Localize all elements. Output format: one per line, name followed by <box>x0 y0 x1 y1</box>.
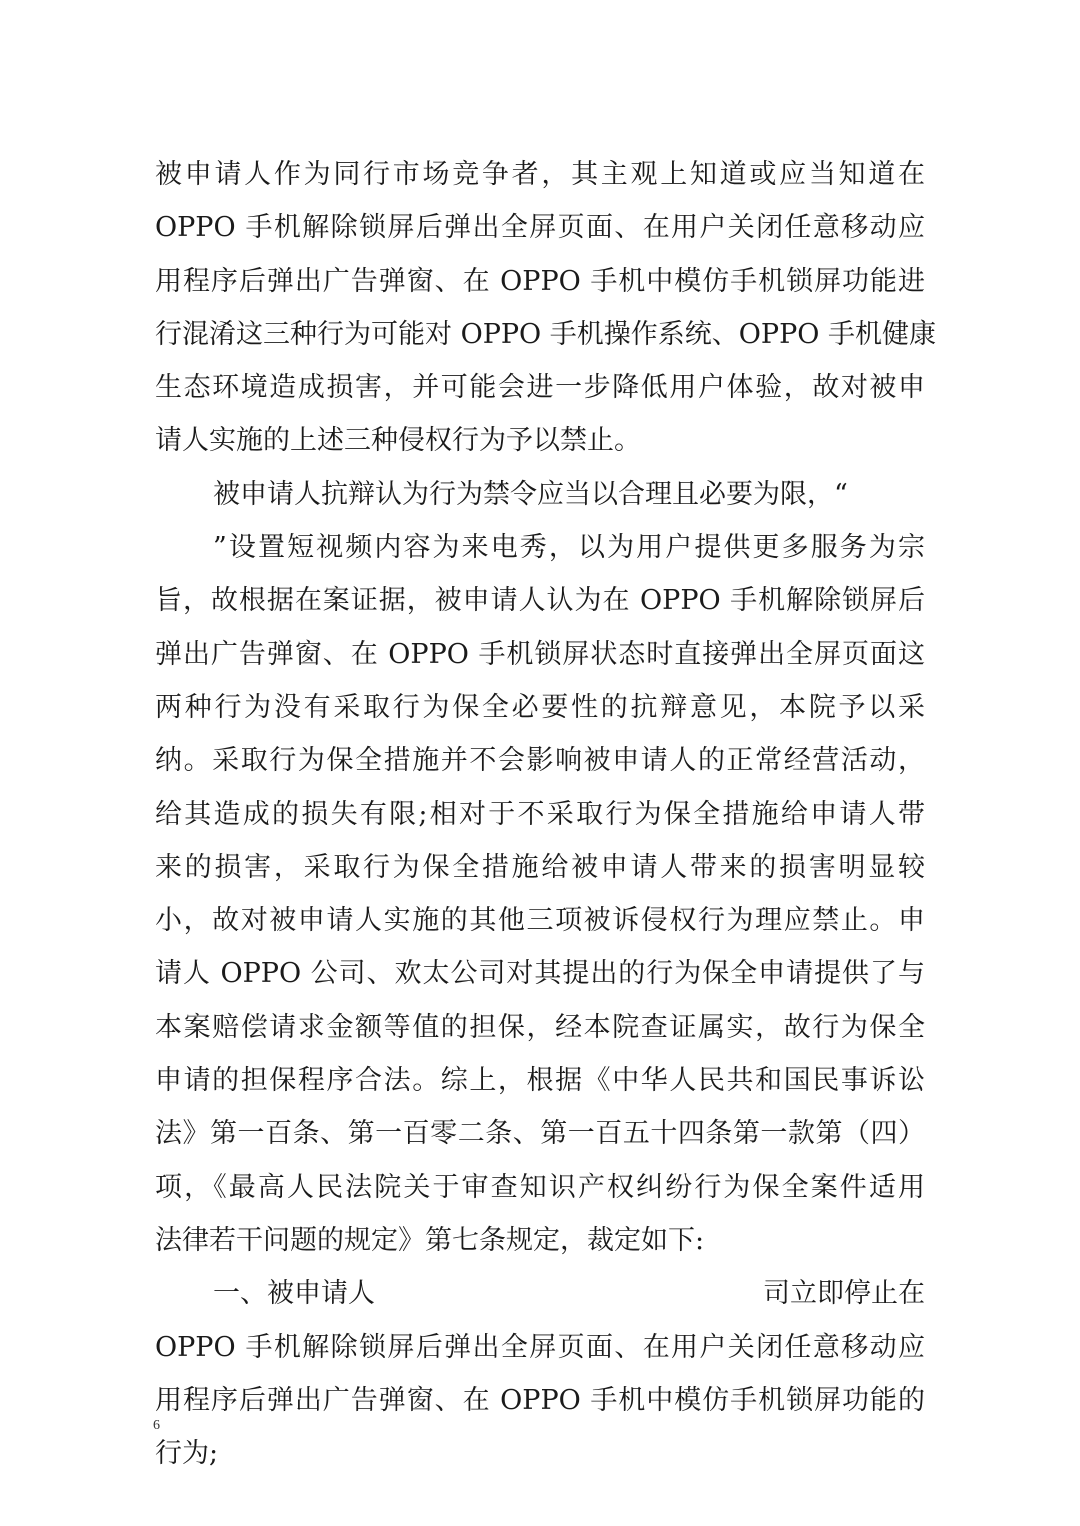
text-line: 项，《最高人民法院关于审查知识产权纠纷行为保全案件适用 <box>155 1171 925 1203</box>
ruling-heading-right: 司立即停止在 <box>763 1278 925 1310</box>
text-line: 来的损害，采取行为保全措施给被申请人带来的损害明显较 <box>155 851 925 883</box>
text-line: OPPO 手机解除锁屏后弹出全屏页面、在用户关闭任意移动应 <box>155 1331 925 1363</box>
text-line: 法律若干问题的规定》第七条规定，裁定如下: <box>155 1224 705 1256</box>
text-line: 行混淆这三种行为可能对 OPPO 手机操作系统、OPPO 手机健康 <box>155 318 936 350</box>
text-line: OPPO 手机解除锁屏后弹出全屏页面、在用户关闭任意移动应 <box>155 212 925 244</box>
ruling-heading-line <box>155 1267 925 1320</box>
text-line: 行为; <box>155 1438 219 1470</box>
text-line: 用程序后弹出广告弹窗、在 OPPO 手机中模仿手机锁屏功能的 <box>155 1384 925 1416</box>
text-line: 用程序后弹出广告弹窗、在 OPPO 手机中模仿手机锁屏功能进 <box>155 265 925 297</box>
text-line: 两种行为没有采取行为保全必要性的抗辩意见，本院予以采 <box>155 691 925 723</box>
text-line: 旨，故根据在案证据，被申请人认为在 OPPO 手机解除锁屏后 <box>155 585 925 617</box>
text-line: 请人 OPPO 公司、欢太公司对其提出的行为保全申请提供了与 <box>155 958 925 990</box>
text-line: 法》第一百条、第一百零二条、第一百五十四条第一款第（四） <box>155 1118 925 1150</box>
text-line: 纳。采取行为保全措施并不会影响被申请人的正常经营活动， <box>155 745 925 777</box>
body-text <box>155 148 936 1480</box>
text-line: 给其造成的损失有限;相对于不采取行为保全措施给申请人带 <box>155 798 925 830</box>
text-line: 被申请人抗辩认为行为禁令应当以合理且必要为限，“ <box>213 478 848 510</box>
text-line: ”设置短视频内容为来电秀，以为用户提供更多服务为宗 <box>213 532 925 564</box>
text-line: 弹出广告弹窗、在 OPPO 手机锁屏状态时直接弹出全屏页面这 <box>155 638 925 670</box>
page-number: 6 <box>153 1418 160 1433</box>
text-line: 生态环境造成损害，并可能会进一步降低用户体验，故对被申 <box>155 372 925 404</box>
text-line: 本案赔偿请求金额等值的担保，经本院查证属实，故行为保全 <box>155 1011 925 1043</box>
text-line: 请人实施的上述三种侵权行为予以禁止。 <box>155 425 641 457</box>
ruling-heading-left: 一、被申请人 <box>213 1278 375 1310</box>
text-line: 小，故对被申请人实施的其他三项被诉侵权行为理应禁止。申 <box>155 905 925 937</box>
text-line: 被申请人作为同行市场竞争者，其主观上知道或应当知道在 <box>155 159 925 190</box>
text-line: 申请的担保程序合法。综上，根据《中华人民共和国民事诉讼 <box>155 1065 925 1097</box>
